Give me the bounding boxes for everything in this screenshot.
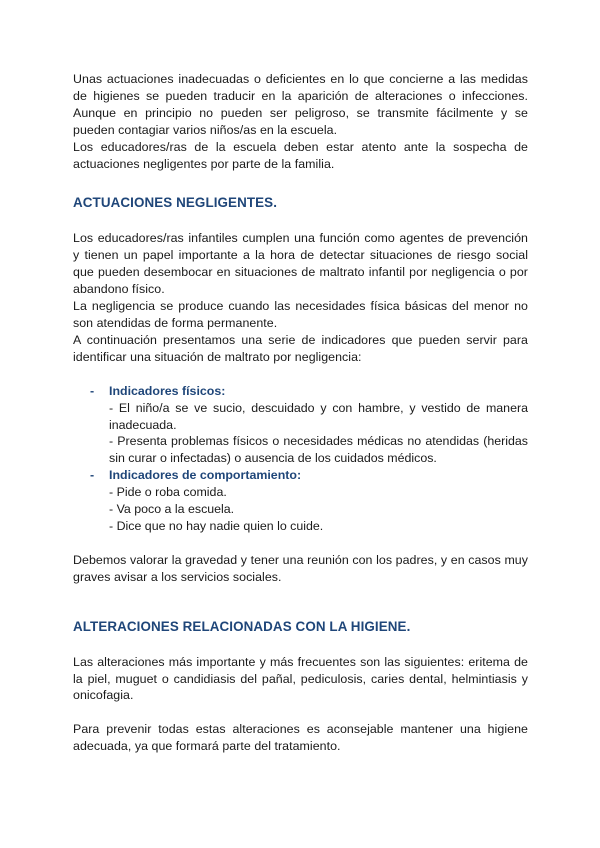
section-heading-negligent-actions: ACTUACIONES NEGLIGENTES. xyxy=(73,195,278,211)
physical-indicator-item: - Presenta problemas físicos o necesidades médicas no atendidas (heridas sin curar o infectadas) o ausencia de los cuidados médicos. xyxy=(109,434,528,466)
negligence-paragraph-3: A continuación presentamos una serie de indicadores que pueden servir para identificar una situación de maltrato por negligencia: xyxy=(73,332,528,364)
hygiene-paragraph-1: Las alteraciones más importante y más frecuentes son las siguientes: eritema de la piel, muguet o candidiasis del pañal, pediculosis, caries dental, helmintiasis y onicofagia. xyxy=(73,654,528,703)
behavior-indicator-item: - Pide o roba comida. xyxy=(109,485,227,500)
physical-indicators-label: Indicadores físicos: xyxy=(109,383,226,398)
bullet-dash: - xyxy=(90,468,95,483)
physical-indicator-item: - El niño/a se ve sucio, descuidado y con hambre, y vestido de manera inadecuada. xyxy=(109,400,528,432)
behavior-indicator-item: - Va poco a la escuela. xyxy=(109,502,235,517)
hygiene-paragraph-2: Para prevenir todas estas alteraciones es aconsejable mantener una higiene adecuada, ya que formará parte del tratamiento. xyxy=(73,722,528,754)
list-item-behavior-indicators xyxy=(73,467,528,535)
list-item-physical-indicators xyxy=(73,383,528,468)
negligence-paragraph-1: Los educadores/ras infantiles cumplen una función como agentes de prevención y tienen un papel importante a la hora de detectar situaciones de riesgo social que pueden desembocar en situaciones de maltrato infantil por negligencia o por abandono físico. xyxy=(73,231,528,297)
behavior-indicators-label: Indicadores de comportamiento: xyxy=(109,468,302,483)
indicators-list xyxy=(73,383,528,535)
intro-paragraph-2: Los educadores/ras de la escuela deben estar atento ante la sospecha de actuaciones negligentes por parte de la familia. xyxy=(73,139,528,171)
behavior-indicator-item: - Dice que no hay nadie quien lo cuide. xyxy=(109,518,324,533)
bullet-dash: - xyxy=(90,383,95,398)
intro-paragraph: Unas actuaciones inadecuadas o deficientes en lo que concierne a las medidas de higienes se pueden traducir en la aparición de alteraciones o infecciones. Aunque en principio no pueden ser peligroso, se transmite fácilmente y se pueden contagiar varios niños/as en la escuela. xyxy=(73,72,528,137)
paragraph-spacer xyxy=(73,704,528,721)
section-heading-hygiene-alterations: ALTERACIONES RELACIONADAS CON LA HIGIENE. xyxy=(73,618,411,634)
negligence-paragraph-2: La negligencia se produce cuando las necesidades física básicas del menor no son atendidas de forma permanente. xyxy=(73,299,528,330)
negligence-closing-paragraph: Debemos valorar la gravedad y tener una reunión con los padres, y en casos muy graves avisar a los servicios sociales. xyxy=(73,552,528,584)
